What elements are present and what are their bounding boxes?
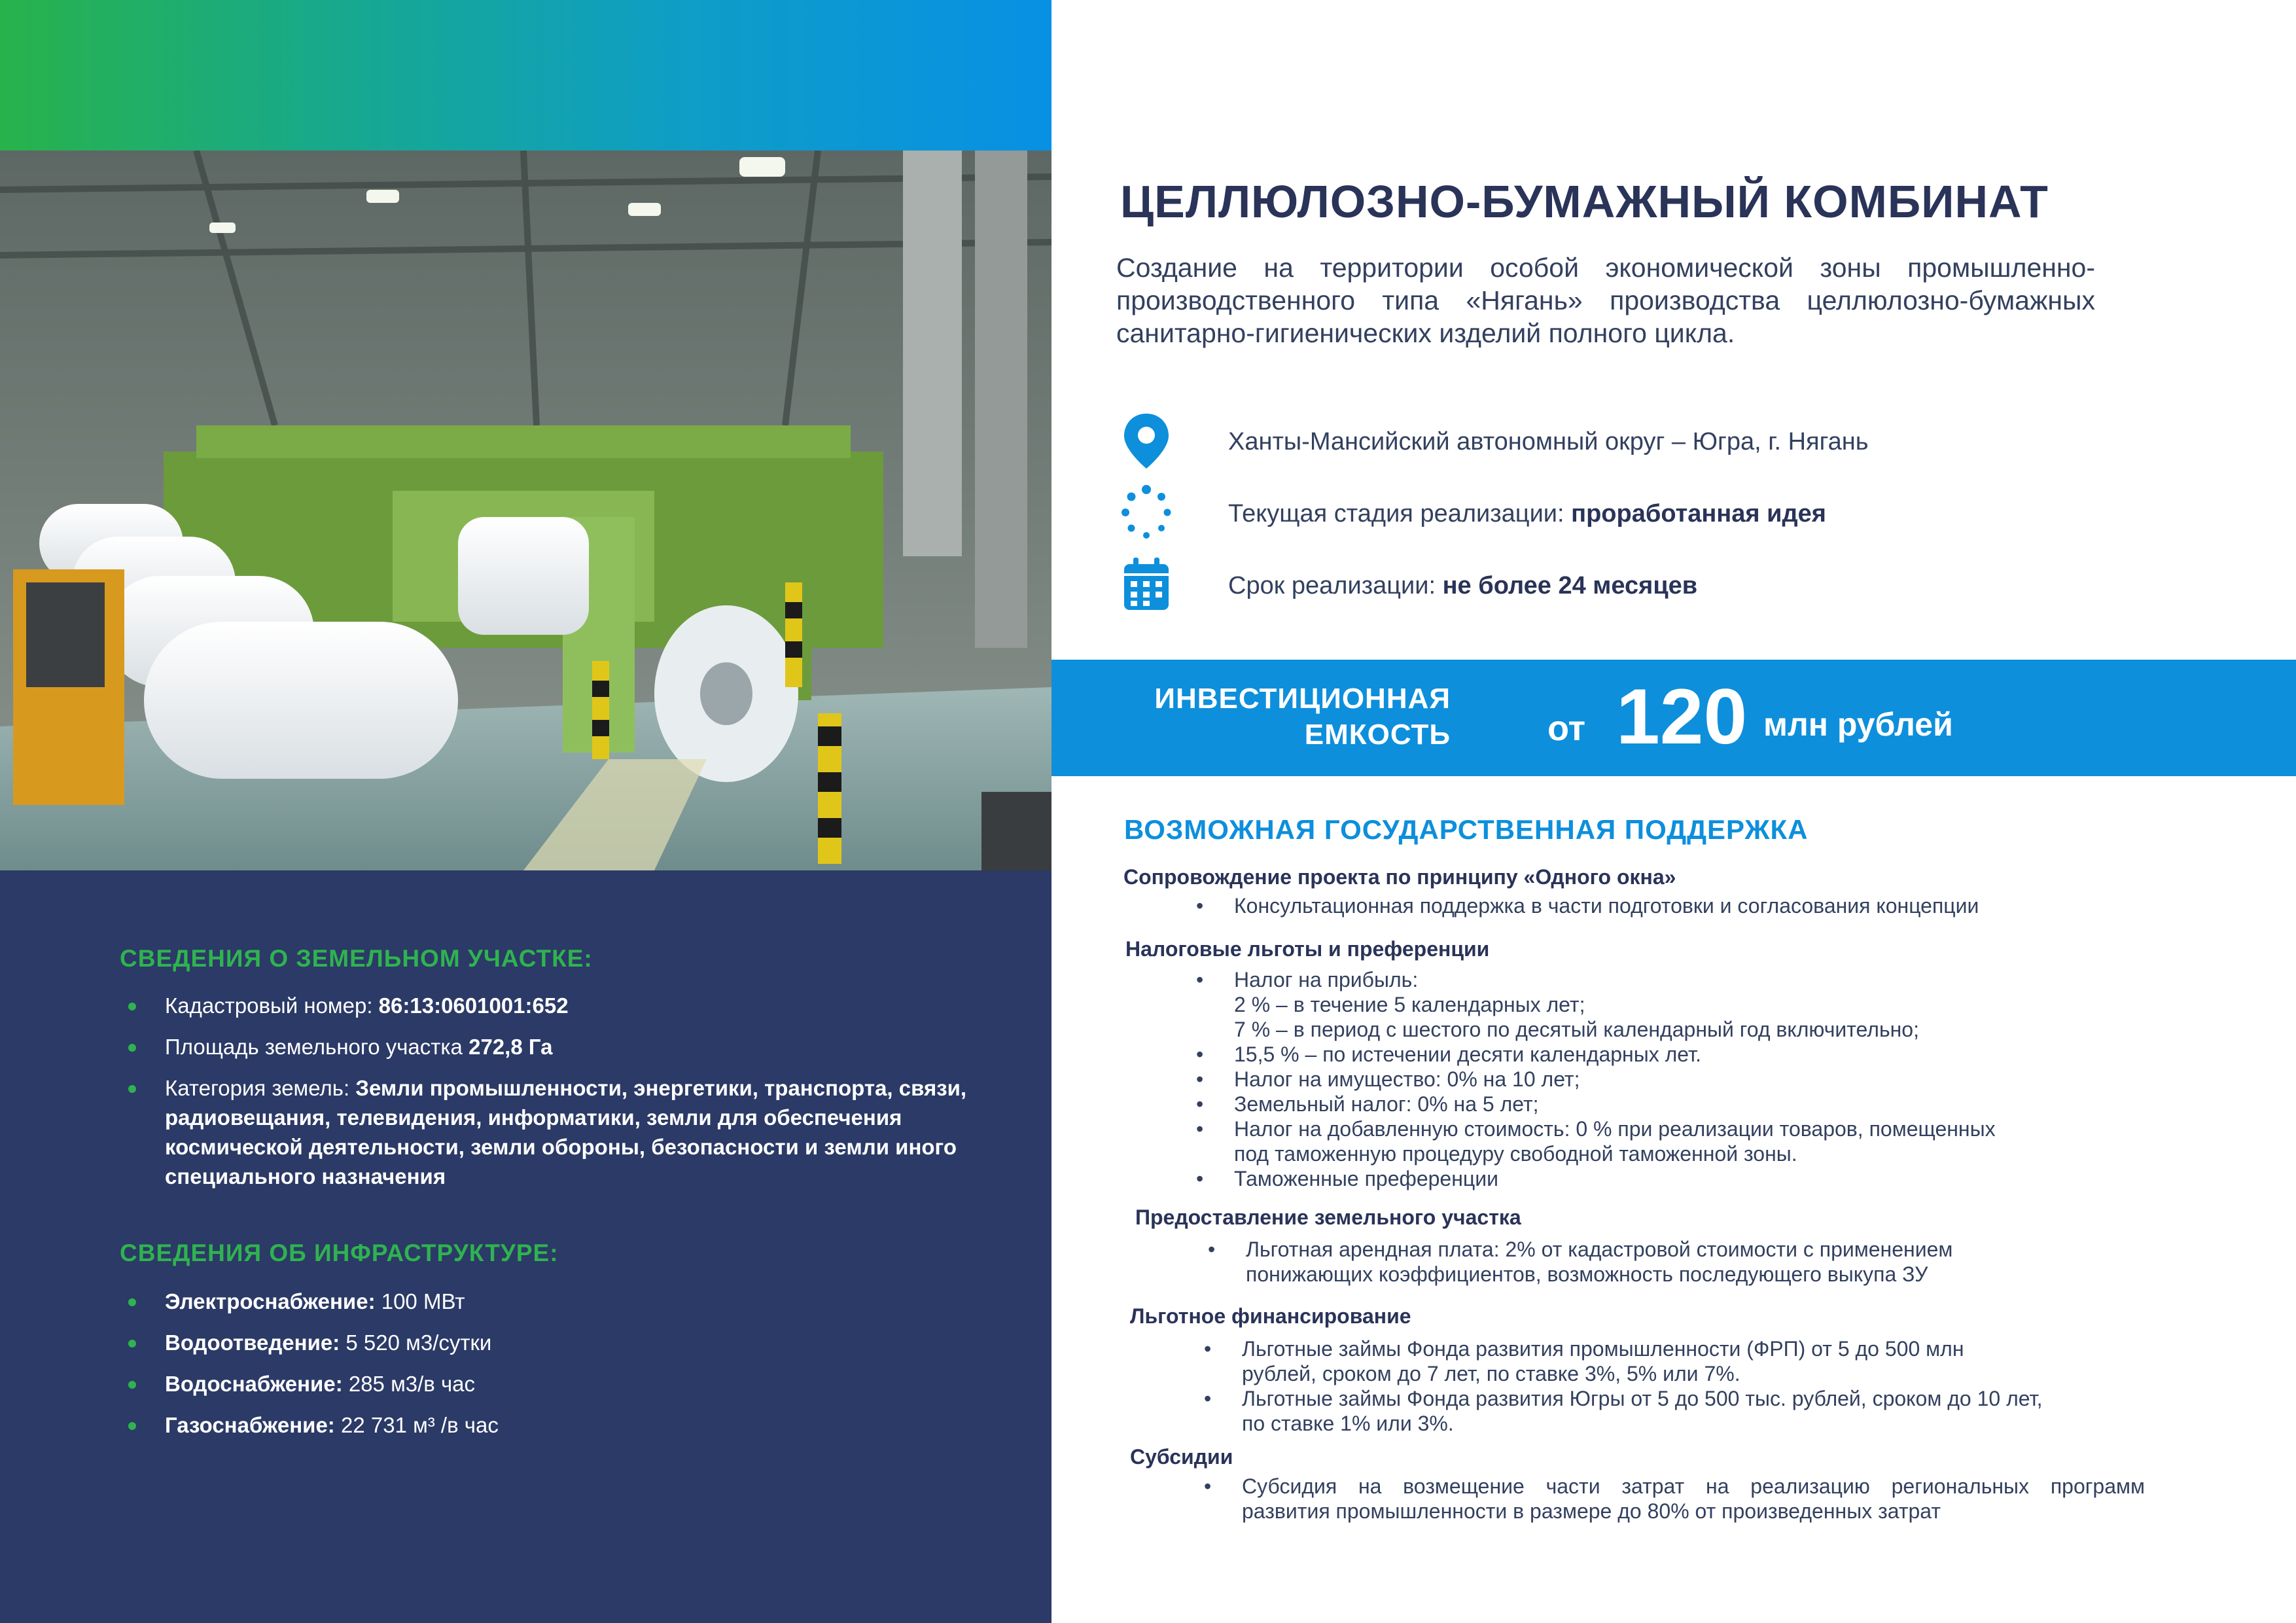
list-item: • Налог на имущество: 0% на 10 лет; <box>1196 1067 1580 1091</box>
list-item: • Льготная арендная плата: 2% от кадастровой стоимости с применением понижающих коэффициентов, возможность последующего выкупа ЗУ <box>1208 1238 1953 1286</box>
bullet-icon <box>128 1340 136 1347</box>
location-pin-icon <box>1120 411 1173 470</box>
gradient-header-bar <box>0 0 1051 151</box>
stage-text: Текущая стадия реализации: проработанная идея <box>1228 500 1826 527</box>
bullet-icon <box>128 1044 136 1052</box>
list-item: • Льготные займы Фонда развития Югры от 5 до 500 тыс. рублей, сроком до 10 лет, по ставке 1% или 3%. <box>1204 1387 2043 1435</box>
land-info-list <box>124 991 975 1191</box>
page-title: ЦЕЛЛЮЛОЗНО-БУМАЖНЫЙ КОМБИНАТ <box>1120 176 2049 227</box>
subsidy-list <box>1204 1474 2145 1524</box>
list-item: • Налог на прибыль: 2 % – в течение 5 календарных лет; 7 % – в период с шестого по десятый календарный год включительно; <box>1196 968 1919 1041</box>
loading-dots-icon <box>1120 483 1173 542</box>
list-item: • Субсидия на возмещение части затрат на реализацию региональных программ развития промышленности в размере до 80% от произведенных затрат <box>1204 1474 2145 1523</box>
subsidy-title: Субсидии <box>1130 1445 1233 1469</box>
factory-photo <box>0 151 1051 870</box>
list-item: Площадь земельного участка 272,8 Га <box>124 1032 975 1061</box>
list-item: • Таможенные преференции <box>1196 1167 1498 1190</box>
list-item: Электроснабжение: 100 МВт <box>124 1287 975 1316</box>
list-item: Газоснабжение: 22 731 м³ /в час <box>124 1410 975 1440</box>
list-item: • Налог на добавленную стоимость: 0 % при реализации товаров, помещенных под таможенную процедуру свободной таможенной зоны. <box>1196 1117 1996 1166</box>
list-item: • Льготные займы Фонда развития промышленности (ФРП) от 5 до 500 млн рублей, сроком до 7 лет, по ставке 3%, 5% или 7%. <box>1204 1337 1964 1385</box>
one-window-title: Сопровождение проекта по принципу «Одного окна» <box>1123 865 1676 889</box>
tax-title: Налоговые льготы и преференции <box>1125 937 1490 961</box>
intro-text: Создание на территории особой экономической зоны промышленно-производственного типа «Нягань» производства целлюлозно-бумажных санитарно-гигиенических изделий полного цикла. <box>1116 253 2095 348</box>
location-text: Ханты-Мансийский автономный округ – Югра, г. Нягань <box>1228 428 1869 455</box>
term-text: Срок реализации: не более 24 месяцев <box>1228 572 1698 599</box>
finance-list <box>1204 1336 2043 1436</box>
support-heading: ВОЗМОЖНАЯ ГОСУДАРСТВЕННАЯ ПОДДЕРЖКА <box>1124 814 1809 845</box>
bullet-icon <box>128 1003 136 1010</box>
stage-row <box>1120 483 2102 542</box>
investment-from: от <box>1547 709 1586 748</box>
list-item: • Земельный налог: 0% на 5 лет; <box>1196 1092 1539 1116</box>
infra-info-list <box>124 1287 975 1440</box>
list-item: Категория земель: Земли промышленности, энергетики, транспорта, связи, радиовещания, телевидения, информатики, земли для обеспечения космической деятельности, земли обороны, безопасности и земли иного специального назначения <box>124 1073 975 1191</box>
list-item: Водоотведение: 5 520 м3/сутки <box>124 1328 975 1357</box>
land-heading: СВЕДЕНИЯ О ЗЕМЕЛЬНОМ УЧАСТКЕ: <box>120 945 593 972</box>
finance-title: Льготное финансирование <box>1130 1304 1411 1328</box>
location-row <box>1120 411 2102 470</box>
investment-label: ИНВЕСТИЦИОННАЯ ЕМКОСТЬ <box>1154 683 1451 751</box>
investment-amount: 120 <box>1616 673 1748 760</box>
list-item: Водоснабжение: 285 м3/в час <box>124 1369 975 1399</box>
investment-unit: млн рублей <box>1763 706 1953 743</box>
list-item: • Консультационная поддержка в части подготовки и согласования концепции <box>1196 894 1979 918</box>
infra-heading: СВЕДЕНИЯ ОБ ИНФРАСТРУКТУРЕ: <box>120 1240 559 1266</box>
land-provision-title: Предоставление земельного участка <box>1135 1205 1521 1229</box>
land-provision-list <box>1208 1237 1953 1287</box>
left-column <box>0 0 1051 1623</box>
list-item: • 15,5 % – по истечении десяти календарных лет. <box>1196 1043 1701 1066</box>
bullet-icon <box>128 1298 136 1306</box>
bullet-icon <box>128 1381 136 1389</box>
bullet-icon <box>128 1085 136 1093</box>
one-window-list <box>1196 893 1979 918</box>
term-row <box>1120 555 2102 614</box>
bullet-icon <box>128 1422 136 1430</box>
list-item: Кадастровый номер: 86:13:0601001:652 <box>124 991 975 1020</box>
tax-list <box>1196 967 1996 1191</box>
calendar-icon <box>1120 555 1173 614</box>
